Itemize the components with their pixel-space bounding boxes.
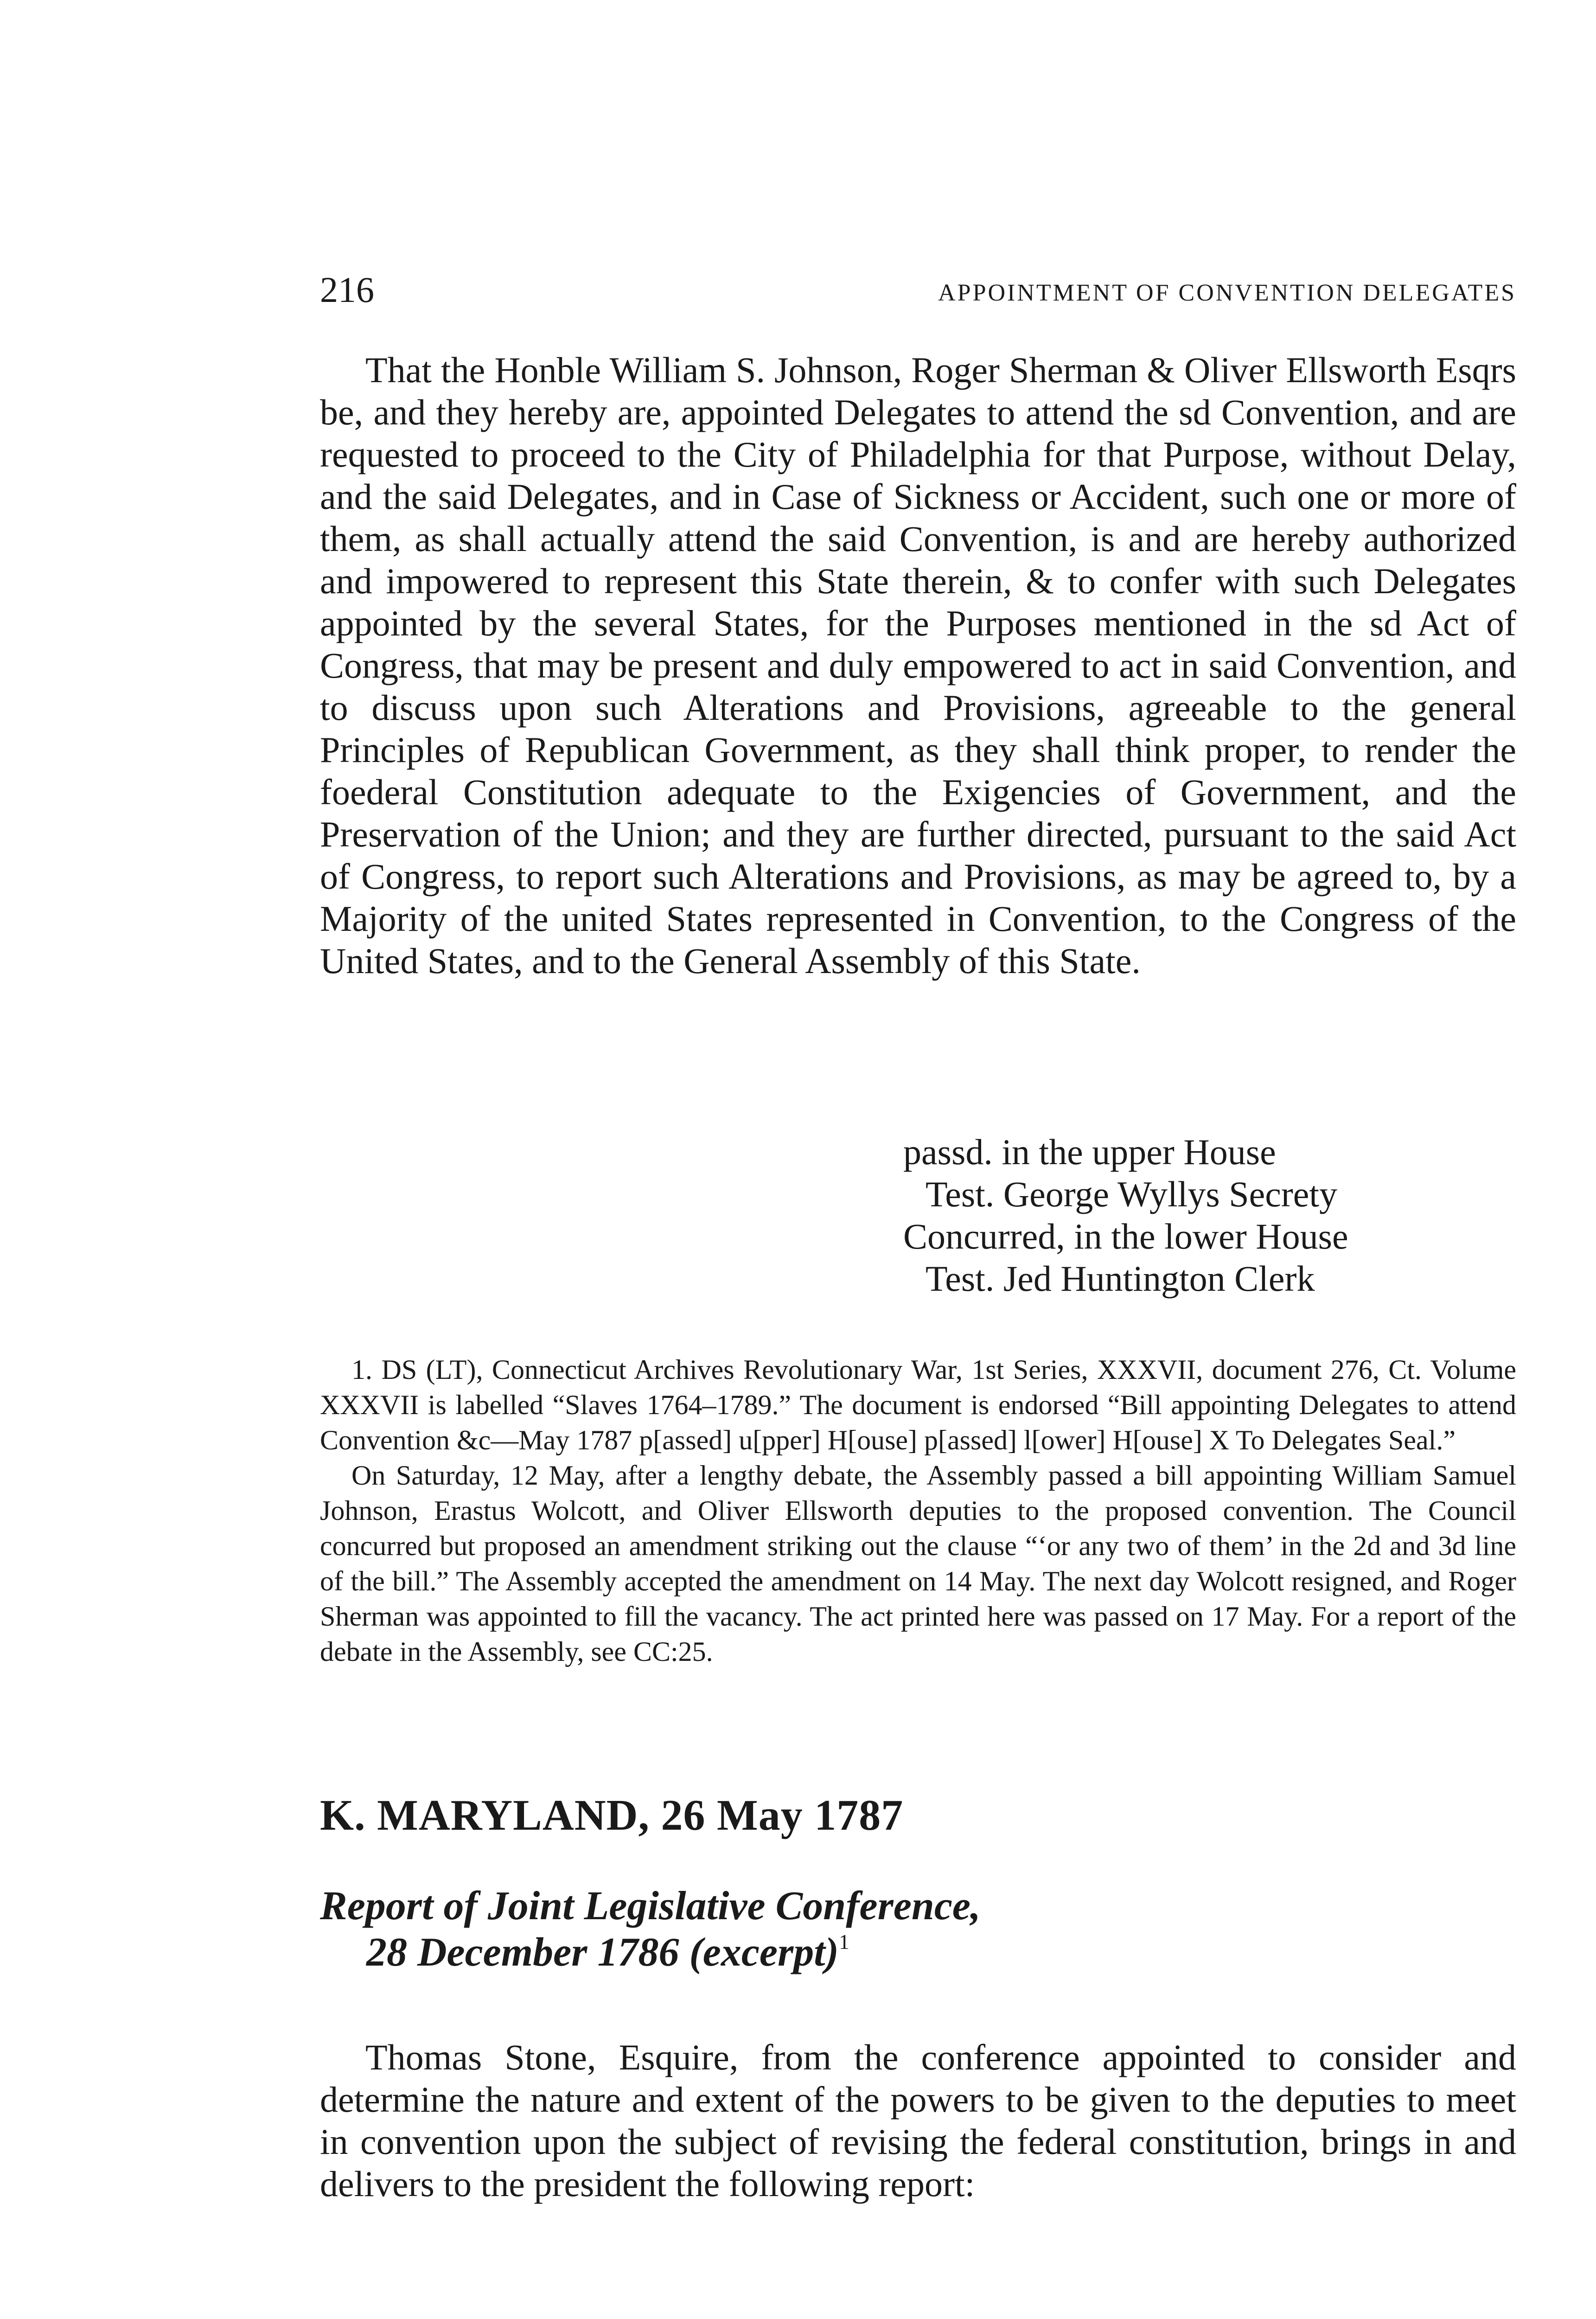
document-title-line: Report of Joint Legislative Conference, [320, 1883, 981, 1928]
footnote: On Saturday, 12 May, after a lengthy debate, the Assembly passed a bill appointing William Samuel Johnson, Erastus Wolcott, and Oliver Ellsworth deputies to the proposed convention. The Council concurred but proposed an amendment striking out the clause “‘or any two of them’ in the 2d and 3d line of the bill.” The Assembly accepted the amendment on 14 May. The next day Wolcott resigned, and Roger Sherman was appointed to fill the vacancy. The act printed here was passed on 17 May. For a report of the debate in the Assembly, see CC:25. [320, 1460, 1516, 1667]
running-header [320, 269, 1516, 315]
document-title [320, 1883, 981, 1976]
section-heading: K. MARYLAND, 26 May 1787 [320, 1791, 904, 1839]
page-number: 216 [320, 269, 374, 310]
footnotes [320, 1352, 1516, 1669]
body-paragraph: Thomas Stone, Esquire, from the conference appointed to consider and determine the nature and extent of the powers to be given to the deputies to meet in convention upon the subject of revising the federal constitution, brings in and delivers to the president the following report: [320, 2037, 1516, 2204]
document-title-date: 28 December 1786 (excerpt) [366, 1930, 839, 1975]
signature-line: Test. Jed Huntington Clerk [926, 1258, 1315, 1299]
document-title-line [320, 1929, 981, 1976]
signature-line: Test. George Wyllys Secrety [926, 1174, 1338, 1214]
signature-line: Concurred, in the lower House [903, 1216, 1348, 1256]
body-paragraph: That the Honble William S. Johnson, Roger Sherman & Oliver Ellsworth Esqrs be, and they hereby are, appointed Delegates to attend the sd Convention, and are requested to proceed to the City of Philadelphia for that Purpose, without Delay, and the said Delegates, and in Case of Sickness or Accident, such one or more of them, as shall actually attend the said Convention, is and are hereby authorized and impowered to represent this State therein, & to confer with such Delegates appointed by the several States, for the Purposes mentioned in the sd Act of Congress, that may be present and duly empowered to act in said Convention, and to discuss upon such Alterations and Provisions, agreeable to the general Principles of Republican Government, as they shall think proper, to render the foederal Constitution adequate to the Exigencies of Government, and the Preservation of the Union; and they are further directed, pursuant to the said Act of Congress, to report such Alterations and Provisions, as may be agreed to, by a Majority of the united States represented in Convention, to the Congress of the United States, and to the General Assembly of this State. [320, 350, 1516, 981]
signature-line: passd. in the upper House [903, 1132, 1276, 1172]
signature-block [903, 1131, 1348, 1300]
footnote: 1. DS (LT), Connecticut Archives Revolutionary War, 1st Series, XXXVII, document 276, Ct. Volume XXXVII is labelled “Slaves 1764–1789.” The document is endorsed “Bill appointing Delegates to attend Convention &c—May 1787 p[assed] u[pper] H[ouse] p[assed] l[ower] H[ouse] X To Delegates Seal.” [320, 1354, 1516, 1455]
footnote-reference: 1 [838, 1930, 849, 1954]
running-title: APPOINTMENT OF CONVENTION DELEGATES [938, 280, 1516, 306]
